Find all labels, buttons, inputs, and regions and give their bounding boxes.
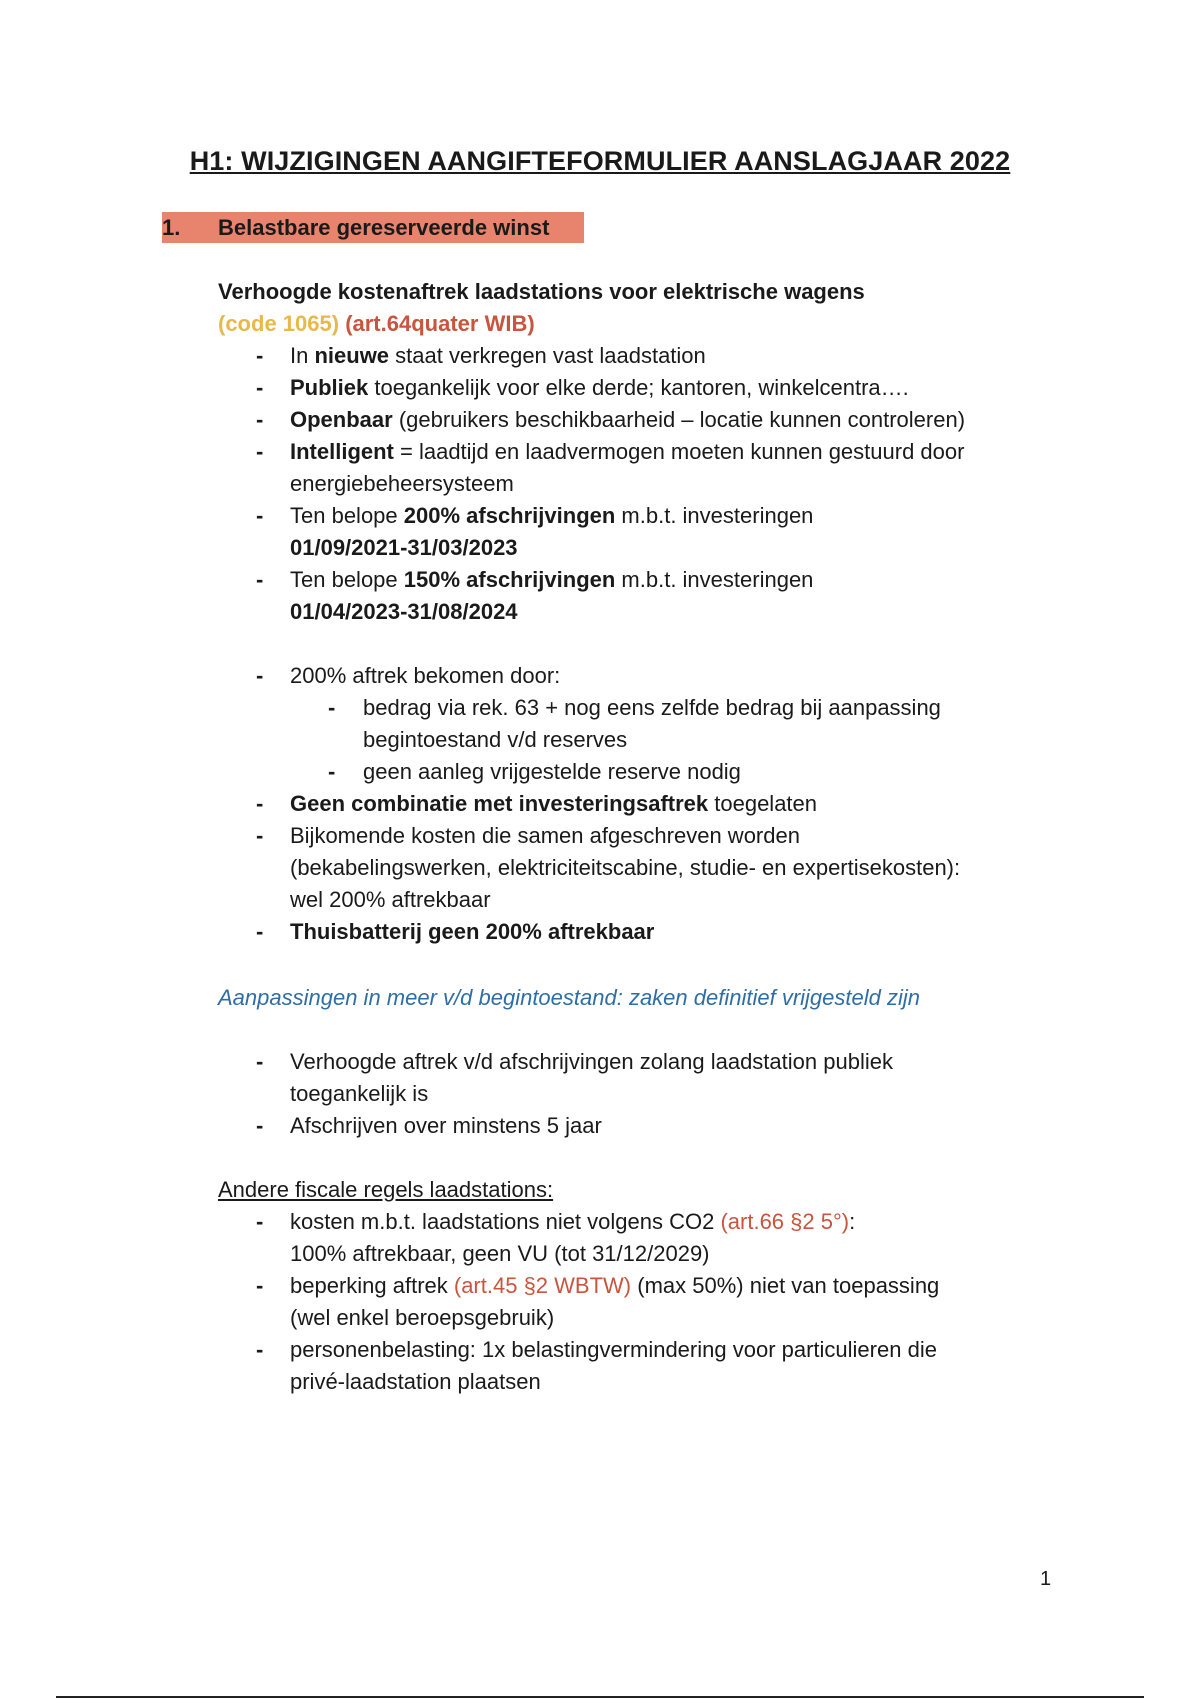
list-item-continuation: energiebeheersysteem <box>290 471 514 496</box>
bullet-dash: - <box>256 919 264 944</box>
sub-list-item: bedrag via rek. 63 + nog eens zelfde bedrag bij aanpassing <box>363 695 941 720</box>
article-ref: (art.66 §2 5°) <box>720 1209 850 1234</box>
bullet-dash: - <box>256 1273 264 1298</box>
bullet-dash: - <box>256 343 264 368</box>
bullet-dash: - <box>256 1337 264 1362</box>
page-number: 1 <box>1040 1568 1052 1590</box>
list-item: In nieuwe staat verkregen vast laadstation <box>290 343 706 368</box>
bullet-dash: - <box>256 503 264 528</box>
list-item: kosten m.b.t. laadstations niet volgens CO2 (art.66 §2 5°): <box>290 1209 856 1234</box>
list-item: Ten belope 200% afschrijvingen m.b.t. investeringen <box>290 503 814 528</box>
subheading-refs <box>218 308 535 340</box>
list-item-continuation: 01/04/2023-31/08/2024 <box>290 599 518 624</box>
bullet-dash: - <box>256 1113 264 1138</box>
bullet-dash: - <box>256 439 264 464</box>
bullet-dash: - <box>256 791 264 816</box>
list-item: 200% aftrek bekomen door: <box>290 663 561 688</box>
bullet-dash: - <box>256 375 264 400</box>
section-number: 1. <box>162 215 181 240</box>
list-item: personenbelasting: 1x belastingvermindering voor particulieren die <box>290 1337 937 1362</box>
list-item: Openbaar (gebruikers beschikbaarheid – locatie kunnen controleren) <box>290 407 966 432</box>
list-item-continuation: 01/09/2021-31/03/2023 <box>290 535 518 560</box>
list-item-continuation: wel 200% aftrekbaar <box>290 887 491 912</box>
list-item: Bijkomende kosten die samen afgeschreven worden <box>290 823 800 848</box>
code-ref: (code 1065) <box>218 311 340 336</box>
sub-bullet-dash: - <box>328 759 336 784</box>
sub-list-item-continuation: begintoestand v/d reserves <box>363 727 628 752</box>
list-item: Thuisbatterij geen 200% aftrekbaar <box>290 919 655 944</box>
section-label: Belastbare gereserveerde winst <box>218 215 550 240</box>
section-heading <box>162 212 584 243</box>
list-item-continuation: toegankelijk is <box>290 1081 429 1106</box>
list-item: Afschrijven over minstens 5 jaar <box>290 1113 602 1138</box>
bullet-dash: - <box>256 567 264 592</box>
page-divider <box>56 1696 1144 1698</box>
list-item-continuation: privé-laadstation plaatsen <box>290 1369 541 1394</box>
bullet-dash: - <box>256 1209 264 1234</box>
bullet-dash: - <box>256 823 264 848</box>
list-item: Publiek toegankelijk voor elke derde; kantoren, winkelcentra…. <box>290 375 909 400</box>
list-item-continuation: 100% aftrekbaar, geen VU (tot 31/12/2029) <box>290 1241 710 1266</box>
list-item: Verhoogde aftrek v/d afschrijvingen zolang laadstation publiek <box>290 1049 893 1074</box>
article-ref: (art.45 §2 WBTW) <box>453 1273 632 1298</box>
article-ref: (art.64quater WIB) <box>345 311 535 336</box>
sub-bullet-dash: - <box>328 695 336 720</box>
list-item: Intelligent = laadtijd en laadvermogen moeten kunnen gestuurd door <box>290 439 965 464</box>
list-item: beperking aftrek (art.45 §2 WBTW) (max 50%) niet van toepassing <box>290 1273 940 1298</box>
bullet-dash: - <box>256 663 264 688</box>
list-item-continuation: (wel enkel beroepsgebruik) <box>290 1305 555 1330</box>
blue-heading: Aanpassingen in meer v/d begintoestand: zaken definitief vrijgesteld zijn <box>218 985 920 1010</box>
list-item-continuation: (bekabelingswerken, elektriciteitscabine, studie- en expertisekosten): <box>290 855 961 880</box>
subheading: Verhoogde kostenaftrek laadstations voor elektrische wagens <box>218 279 865 304</box>
list-item: Ten belope 150% afschrijvingen m.b.t. investeringen <box>290 567 814 592</box>
other-rules-heading: Andere fiscale regels laadstations: <box>218 1177 554 1202</box>
bullet-dash: - <box>256 1049 264 1074</box>
bullet-dash: - <box>256 407 264 432</box>
sub-list-item: geen aanleg vrijgestelde reserve nodig <box>363 759 741 784</box>
list-item: Geen combinatie met investeringsaftrek toegelaten <box>290 791 818 816</box>
page-title: H1: WIJZIGINGEN AANGIFTEFORMULIER AANSLAGJAAR 2022 <box>189 146 1011 176</box>
